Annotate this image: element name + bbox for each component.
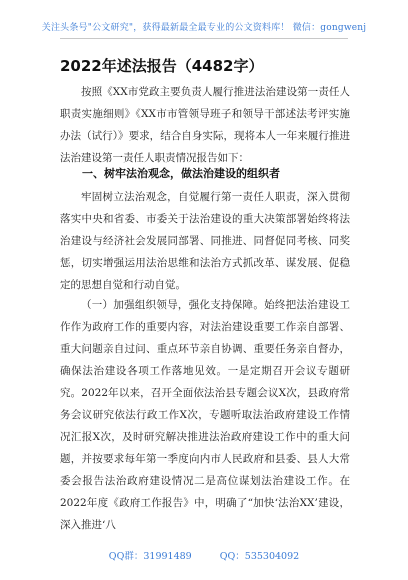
intro-paragraph: 按照《XX市党政主要负责人履行推进法治建设第一责任人职责实施细则》《XX市市管领导班子和领导干部述法考评实施办法（试行）》要求，结合自身实际，现将本人一年来履行推进法治建设第一责任人职责情况报告如下： (60, 86, 350, 164)
header-banner: 关注头条号"公文研究"，获得最新最全最专业的公文资料库！ 微信：gongwenj (41, 23, 367, 33)
section-heading: 一、树牢法治观念，做法治建设的组织者 (82, 167, 280, 180)
body-paragraph: （一）加强组织领导，强化支持保障。始终把法治建设工作作为政府工作的重要内容，对法治建设重要工作亲自部署、重大问题亲自过问、重点环节亲自协调、重要任务亲自督办，确保法治建设各项工作落地见效。一是定期召开会议专题研究。2022年以来，召开全面依法治县专题会议X次，县政府常务会议研究依法行政工作X次，专题听取法治政府建设工作情况汇报X次，及时研究解决推进法治政府建设工作中的重大问题，并按要求每年第一季度向内市人民政府和县委、县人大常委会报告法治政府建设情况二是高位谋划法治建设工作。在2022年度《政府工作报告》中，明确了“加快‘法治XX’建设，深入推进‘八 (60, 299, 350, 531)
body-paragraph: 牢固树立法治观念，自觉履行第一责任人职责，深入贯彻落实中央和省委、市委关于法治建设的重大决策部署始终将法治建设与经济社会发展同部署、同推进、同督促同考核、同奖惩，切实增强运用法治思维和法治方式抓改革、谋发展、促稳定的思想自觉和行动自觉。 (60, 191, 350, 291)
qq-group-number: QQ群：31991489 (108, 551, 192, 562)
qq-number: QQ：535304092 (219, 551, 300, 562)
document-title: 2022年述法报告（4482字） (60, 57, 264, 75)
footer-contact (0, 548, 408, 562)
header-divider (60, 38, 348, 39)
